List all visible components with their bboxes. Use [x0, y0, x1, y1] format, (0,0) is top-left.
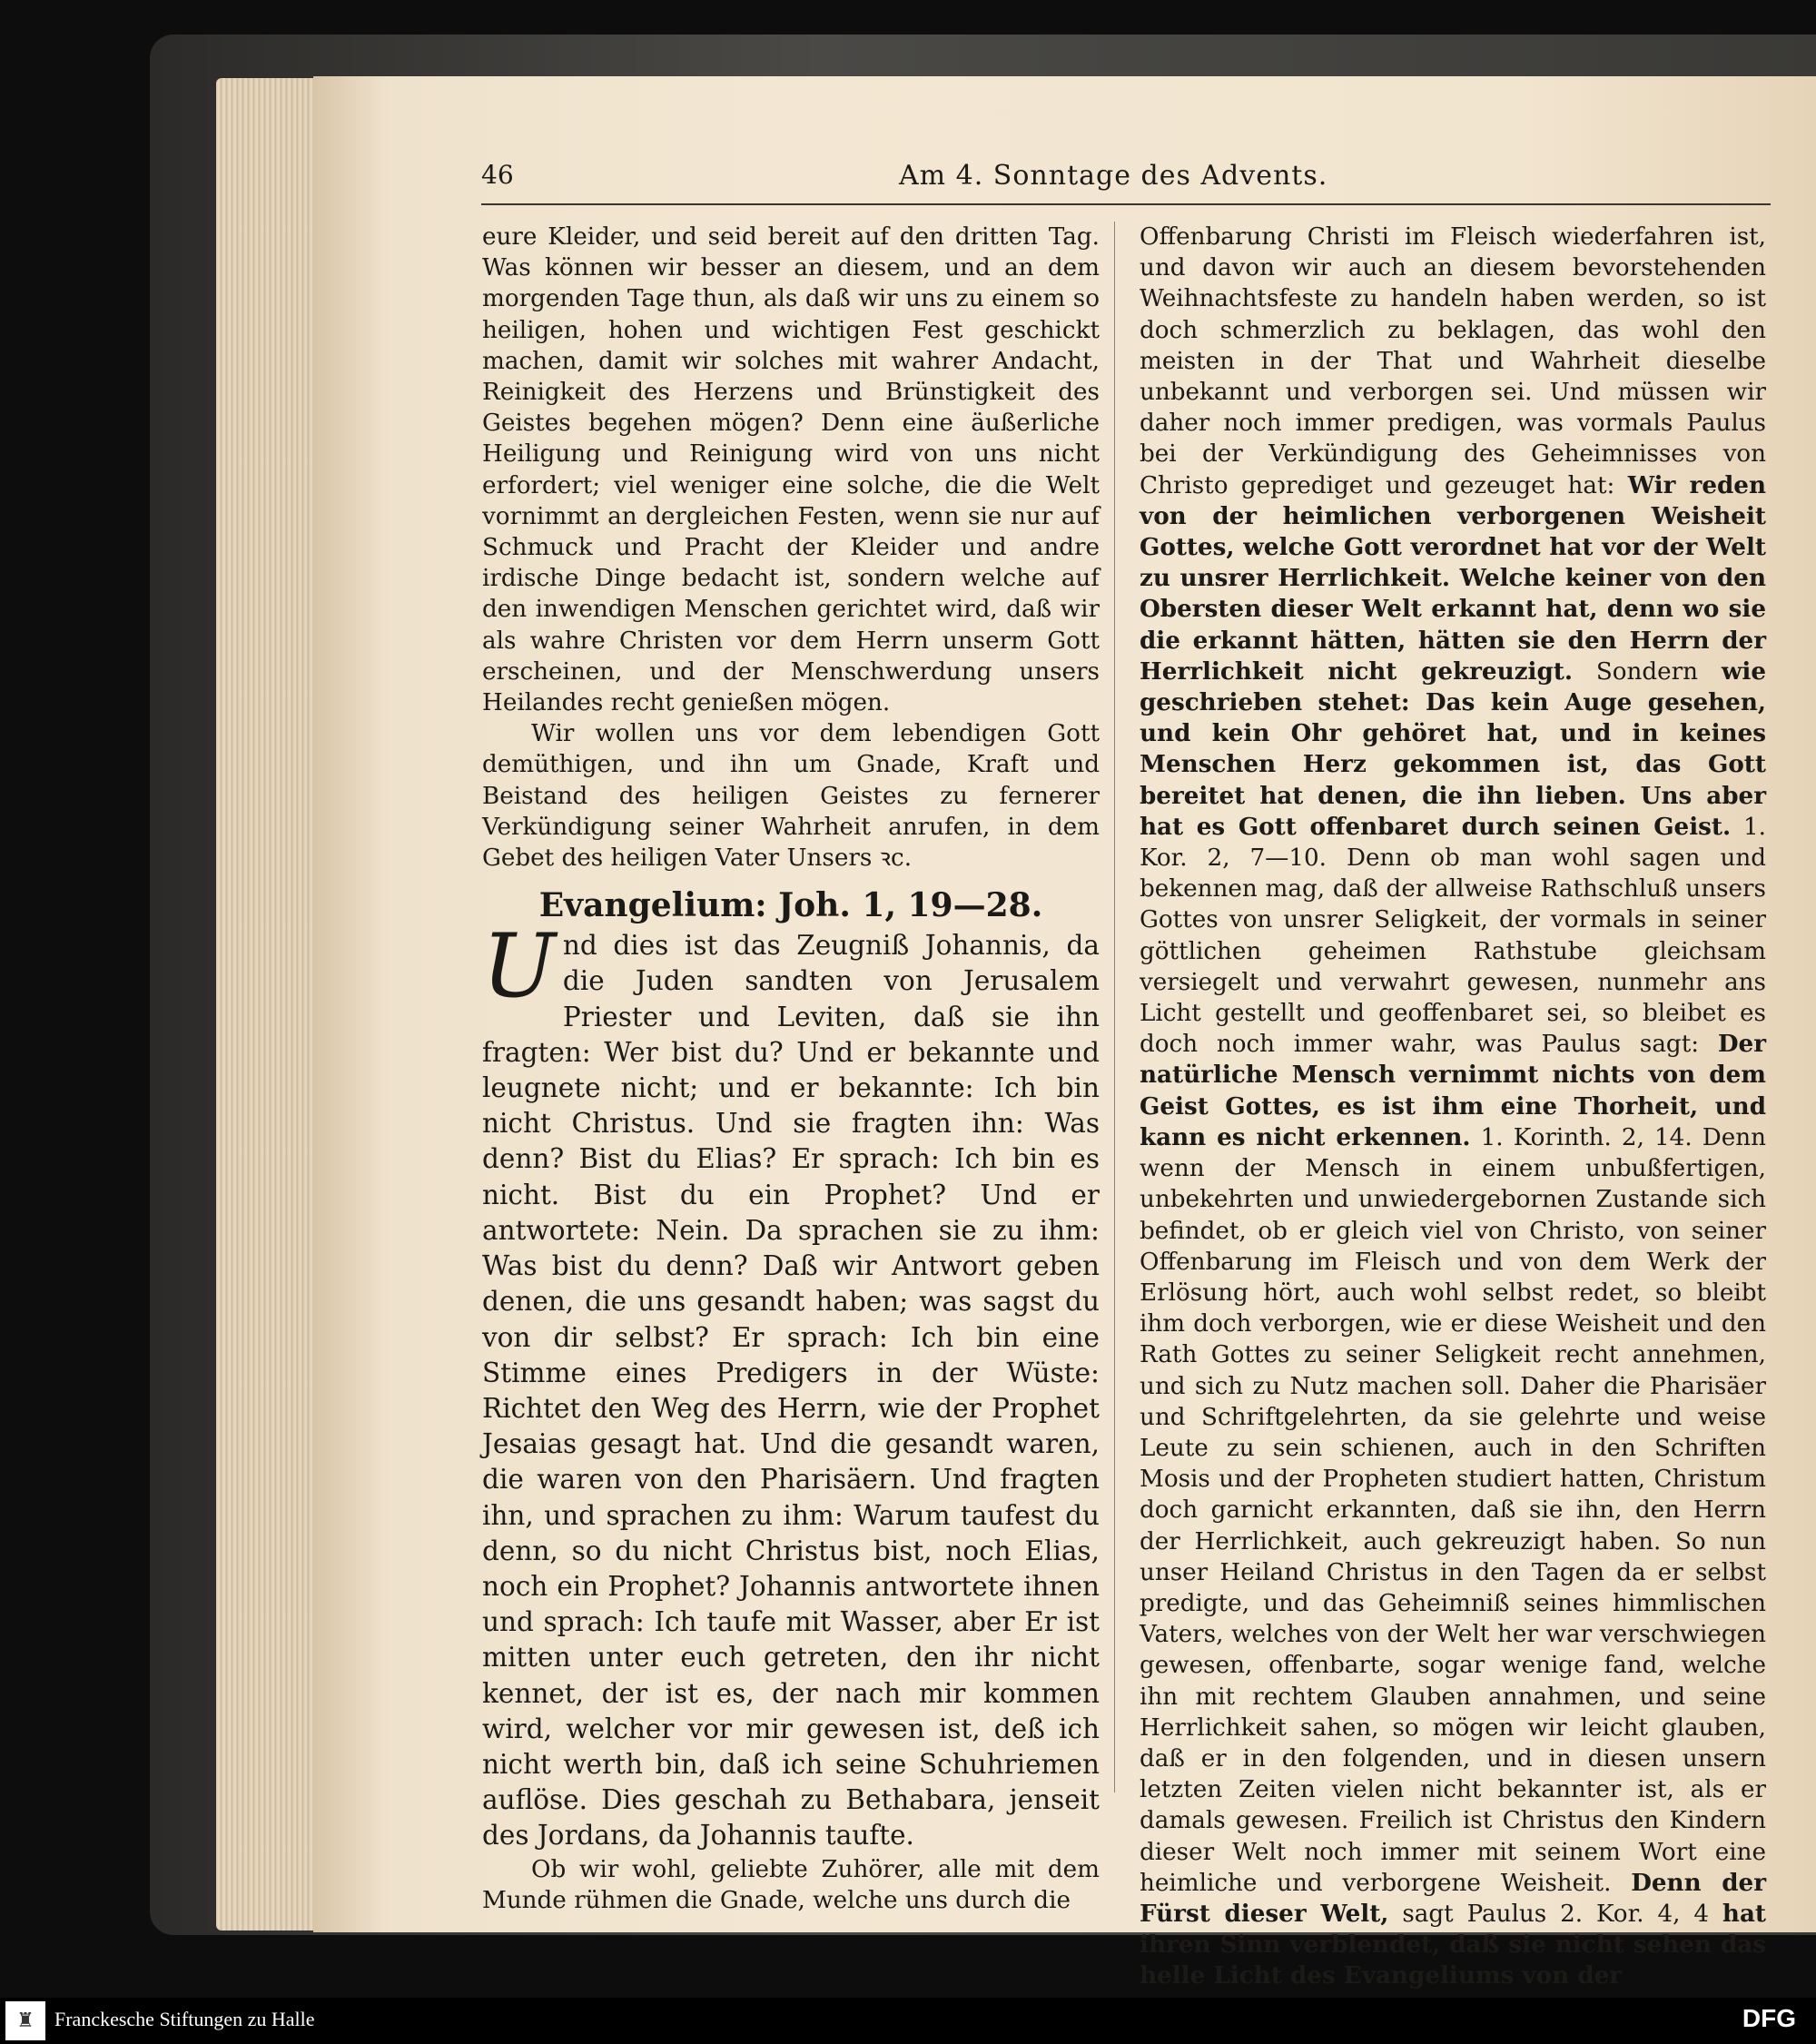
right-paragraph: [1140, 222, 1766, 1992]
page-number: 46: [481, 160, 514, 190]
scripture-quote-3: Der natürliche Mensch vernimmt nichts von dem Geist Gottes, es ist ihm eine Thorheit, und kann es nicht erkennen.: [1140, 1030, 1766, 1151]
book-page: [313, 76, 1816, 1990]
institution-name[interactable]: Franckesche Stiftungen zu Halle: [54, 2008, 315, 2030]
left-column: [482, 222, 1100, 1916]
right-column: [1140, 222, 1766, 1992]
scripture-quote-4: Denn der Fürst dieser Welt,: [1140, 1868, 1766, 1928]
right-text-3: 1. Kor. 2, 7—10. Denn ob man wohl sagen und bekennen mag, daß der allweise Rathschluß unsers Gottes von unsrer Seligkeit, der vormals in seiner göttlichen geheimen Rathstube gleichsam versiegelt und verwahrt gewesen, nunmehr ans Licht gestellt und geoffenbaret sei, so bleibet es doch noch immer wahr, was Paulus sagt:: [1140, 813, 1767, 1059]
gospel-heading: Evangelium: Joh. 1, 19—28.: [538, 886, 1043, 925]
page-edges: [216, 78, 316, 1930]
running-head: [481, 160, 1816, 205]
gospel-text: [482, 915, 1100, 1853]
running-title: Am 4. Sonntage des Advents.: [899, 160, 1328, 192]
scripture-quote-2: wie geschrieben stehet: Das kein Auge gesehen, und kein Ohr gehöret hat, und in keines Menschen Herz gekommen ist, das Gott bereitet hat denen, die ihn lieben. Uns aber hat es Gott offenbaret durch seinen Geist.: [1140, 657, 1767, 841]
right-text-2: Sondern: [1595, 657, 1699, 686]
paragraph-3: Ob wir wohl, geliebte Zuhörer, alle mit dem Munde rühmen die Gnade, welche uns durch die: [482, 1855, 1100, 1914]
paragraph-1: eure Kleider, und seid bereit auf den dritten Tag. Was können wir besser an diesem, und an dem morgenden Tage thun, als daß wir uns zu einem so heiligen, hohen und wichtigen Fest geschickt machen, damit wir solches mit wahrer Andacht, Reinigkeit des Herzens und Brünstigkeit des Geistes begehen mögen? Denn eine äußerliche Heiligung und Reinigung wird von uns nicht erfordert; viel weniger eine solche, die die Welt vornimmt an dergleichen Festen, wenn sie nur auf Schmuck und Pracht der Kleider und andre irdische Dinge bedacht ist, sondern welche auf den inwendigen Menschen gerichtet wird, daß wir als wahre Christen vor dem Herrn unserm Gott erscheinen, und der Menschwerdung unsers Heilandes recht genießen mögen.: [482, 223, 1100, 717]
right-text-1: Offenbarung Christi im Fleisch wiederfahren ist, und davon wir auch an diesem bevorstehenden Weihnachtsfeste zu handeln haben werden, so ist doch schmerzlich zu beklagen, das wohl den meisten in der That und Wahrheit dieselbe unbekannt und verborgen sei. Und müssen wir daher noch immer predigen, was vormals Paulus bei der Verkündigung des Geheimnisses von Christo geprediget und gezeuget hat:: [1140, 223, 1766, 499]
header-rule: [481, 203, 1771, 205]
scripture-quote-5: hat ihren Sinn verblendet, daß sie nicht sehen das helle Licht des Evangeliums von der: [1140, 1899, 1767, 1990]
footer-bar: [0, 1998, 1816, 2044]
column-divider: [1114, 222, 1115, 1792]
scripture-quote-1: Wir reden von der heimlichen verborgenen Weisheit Gottes, welche Gott verordnet hat vor der Welt zu unsrer Herrlichkeit. Welche keiner von den Obersten dieser Welt erkannt hat, denn wo sie die erkannt hätten, hätten sie den Herrn der Herrlichkeit nicht gekreuzigt.: [1140, 470, 1766, 686]
paragraph-2: Wir wollen uns vor dem lebendigen Gott demüthigen, und ihn um Gnade, Kraft und Beistand des heiligen Geistes zu fernerer Verkündigung seiner Wahrheit anrufen, in dem Gebet des heiligen Vater Unsers ꝛc.: [482, 720, 1100, 873]
gospel-body: nd dies ist das Zeugniß Johannis, da die Juden sandten von Jerusalem Priester und Leviten, daß sie ihn fragten: Wer bist du? Und er bekannte und leugnete nicht; und er bekannte: Ich bin nicht Christus. Und sie fragten ihn: Was denn? Bist du Elias? Er sprach: Ich bin es nicht. Bist du ein Prophet? Und er antwortete: Nein. Da sprachen sie zu ihm: Was bist du denn? Daß wir Antwort geben denen, die uns gesandt haben; was sagst du von dir selbst? Er sprach: Ich bin eine Stimme eines Predigers in der Wüste: Richtet den Weg des Herrn, wie der Prophet Jesaias gesagt hat. Und die gesandt waren, die waren von den Pharisäern. Und fragten ihn, und sprachen zu ihm: Warum taufest du denn, so du nicht Christus bist, noch Elias, noch ein Prophet? Johannis antwortete ihnen und sprach: Ich taufe mit Wasser, aber Er ist mitten unter euch getreten, den ihr nicht kennet, der ist es, der nach mir kommen wird, welcher vor mir gewesen ist, deß ich nicht werth bin, daß ich seine Schuhriemen auflöse. Dies geschah zu Bethabara, jenseit des Jordans, da Johannis taufte.: [482, 930, 1100, 1851]
drop-cap: U: [482, 915, 556, 1018]
right-text-5: sagt Paulus 2. Kor. 4, 4: [1402, 1900, 1709, 1928]
right-text-4: 1. Korinth. 2, 14. Denn wenn der Mensch in einem unbußfertigen, unbekehrten und unwiedergebornen Zustande sich befindet, ob er gleich viel von Christo, von seiner Offenbarung im Fleisch und von dem Werk der Erlösung hört, auch wohl selbst redet, so bleibt ihm doch verborgen, wie er diese Weisheit und den Rath Gottes zu seiner Seligkeit recht annehmen, und sich zu Nutz machen soll. Daher die Pharisäer und Schriftgelehrten, da sie gelehrte und weise Leute zu sein schienen, auch in den Schriften Mosis und der Propheten studiert hatten, Christum doch garnicht erkannten, daß sie ihn, den Herrn der Herrlichkeit, auch gekreuzigt haben. So nun unser Heiland Christus in den Tagen da er selbst predigte, und das Geheimniß seines himmlischen Vaters, welches von der Welt her war verschwiegen gewesen, offenbarte, sogar wenige fand, welche ihn mit rechtem Glauben annahmen, und seine Herrlichkeit sahen, so mögen wir leicht glauben, daß er in den folgenden, und in diesen unsern letzten Zeiten vielen nicht bekannter ist, als er damals gewesen. Freilich ist Christus den Kindern dieser Welt noch immer mit seinem Wort eine heimliche und verborgene Weisheit.: [1140, 1123, 1766, 1897]
institution-logo-icon[interactable]: ♜: [5, 2001, 45, 2040]
dfg-logo[interactable]: DFG: [1742, 2004, 1796, 2032]
